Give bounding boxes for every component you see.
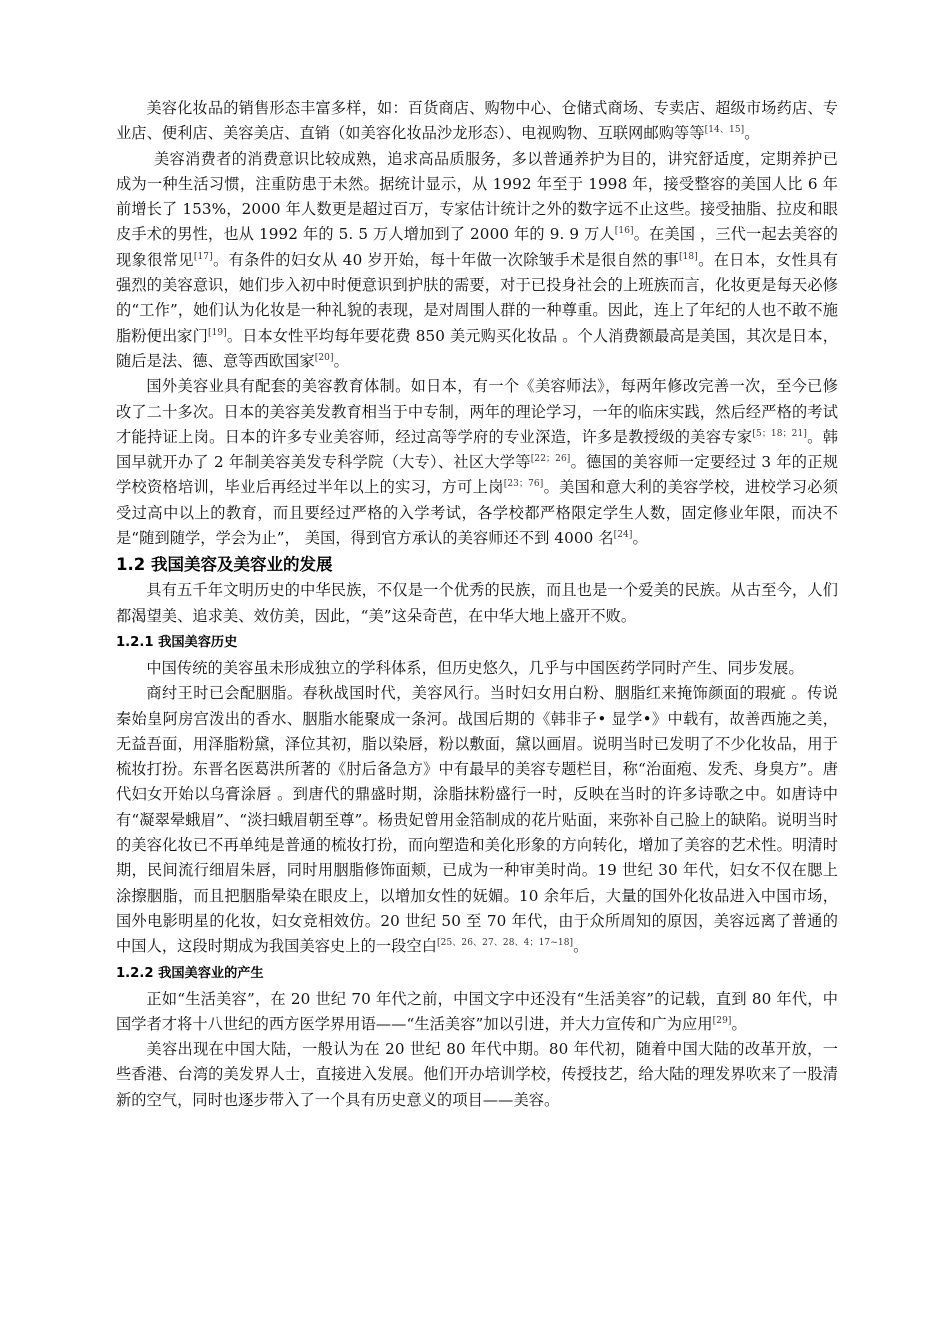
paragraph-history (116, 681, 838, 959)
citation: [29] (712, 1015, 732, 1026)
section-heading-1-2-2: 1.2.2 我国美容业的产生 (116, 965, 264, 981)
citation: [22；26] (530, 454, 571, 465)
paragraph-text: 。在日本，女性具有强烈的美容意识，她们步入初中时便意识到护肤的需要，对于已投身社会的上班族而言，化妆更是每天必修的“工作”，她们认为化妆是一种礼貌的表现，是对周围人群的一种尊重。因此，连上了年纪的人也不敢不施脂粉便出家门 (116, 250, 839, 345)
paragraph-text: 正如“生活美容”，在 20 世纪 70 年代之前，中国文字中还没有“生活美容”的记载，直到 80 年代，中国学者才将十八世纪的西方医学界用语——“生活美容”加以引进，并大力宣传和广为应用 (116, 989, 838, 1033)
page-content (116, 96, 838, 1113)
citation: [24] (613, 530, 633, 541)
paragraph-life-beauty (116, 987, 838, 1038)
paragraph-text: 。 (744, 124, 760, 143)
citation: [25、26、27、28、4；17~18] (437, 938, 574, 949)
paragraph-text: 美容化妆品的销售形态丰富多样，如：百货商店、购物中心、仓储式商场、专卖店、超级市场药店、专业店、便利店、美容美店、直销（如美容化妆品沙龙形态）、电视购物、互联网邮购等等 (116, 99, 838, 143)
citation: [18] (678, 251, 698, 262)
paragraph-consumer-awareness (116, 147, 838, 375)
paragraph-mainland-origin: 美容出现在中国大陆，一般认为在 20 世纪 80 年代中期。80 年代初，随着中国大陆的改革开放，一些香港、台湾的美发界人士，直接进入发展。他们开办培训学校，传授技艺，给大陆的理发界吹来了一股清新的空气，同时也逐步带入了一个具有历史意义的项目——美容。 (116, 1040, 838, 1109)
paragraph-text: 。 (632, 529, 648, 548)
paragraph-text: 。德国的美容师一定要经过 3 年的正规学校资格培训，毕业后再经过半年以上的实习，方可上岗 (116, 453, 839, 497)
paragraph-sales-forms (116, 96, 838, 147)
section-heading-1-2-1: 1.2.1 我国美容历史 (116, 634, 238, 650)
paragraph-text: 美容消费者的消费意识比较成熟，追求高品质服务，多以普通养护为目的，讲究舒适度，定期养护已成为一种生活习惯，注重防患于未然。据统计显示，从 1992 年至于 1998 年，接受整容的美国人比 6 年前增长了 153%，2000 年人数更是超过百万，专家估计统计之外的数字远不止这些。接受抽脂、拉皮和眼皮手术的男性，也从 1992 年的 5. 5 万人增加到了 2000 年的 9. 9 万人 (116, 149, 838, 244)
section-heading-1-2: 1.2 我国美容及美容业的发展 (116, 555, 333, 575)
paragraph-text: 国外美容业具有配套的美容教育体制。如日本，有一个《美容师法》，每两年修改完善一次，至今已修改了二十多次。日本的美容美发教育相当于中专制，两年的理论学习，一年的临床实践，然后经严格的考试才能持证上岗。日本的许多专业美容师，经过高等学府的专业深造，许多是教授级的美容专家 (116, 377, 838, 446)
citation: [14、15] (704, 125, 745, 136)
citation: [16] (614, 226, 634, 237)
paragraph-text: 。有条件的妇女从 40 岁开始，每十年做一次除皱手术是很自然的事 (212, 250, 679, 269)
citation: [17] (193, 251, 213, 262)
citation: [19] (207, 327, 227, 338)
paragraph-text: 商纣王时已会配胭脂。春秋战国时代，美容风行。当时妇女用白粉、胭脂红来掩饰颜面的瑕疵 。传说秦始皇阿房宫泼出的香水、胭脂水能聚成一条河。战国后期的《韩非子• 显学•》中载有，故善西施之美，无益吾面，用泽脂粉黛，泽位其初，脂以染唇，粉以敷面，黛以画眉。说明当时已发明了不少化妆品，用于梳妆打扮。东晋名医葛洪所著的《肘后备急方》中有最早的美容专题栏目，称“治面疱、发秃、身臭方”。唐代妇女开始以乌膏涂唇 。到唐代的鼎盛时期，涂脂抹粉盛行一时，反映在当时的许多诗歌之中。如唐诗中有“凝翠晕蛾眉”、“淡扫蛾眉朝至尊”。杨贵妃曾用金箔制成的花片贴面，来弥补自己脸上的缺陷。说明当时的美容化妆已不再单纯是普通的梳妆打扮，而向塑造和美化形象的方向转化，增加了美容的艺术性。明清时期，民间流行细眉朱唇，同时用胭脂修饰面颊，已成为一种审美时尚。19 世纪 30 年代，妇女不仅在腮上涂擦胭脂，而且把胭脂晕染在眼皮上，以增加女性的妩媚。10 余年后，大量的国外化妆品进入中国市场，国外电影明星的化妆，妇女竞相效仿。20 世纪 50 至 70 年代，由于众所周知的原因，美容远离了普通的中国人，这段时期成为我国美容史上的一段空白 (116, 684, 838, 956)
paragraph-tradition: 中国传统的美容虽未形成独立的学科体系，但历史悠久，几乎与中国医药学同时产生、同步发展。 (146, 658, 804, 677)
paragraph-text: 。 (333, 351, 349, 370)
paragraph-text: 。在美国 ，三代一起去美容的现象很常见 (116, 225, 838, 269)
paragraph-text: 。韩国早就开办了 2 年制美容美发专科学院（大专）、社区大学等 (116, 427, 838, 472)
paragraph-section-intro: 具有五千年文明历史的中华民族，不仅是一个优秀的民族，而且也是一个爱美的民族。从古至今，人们都渴望美、追求美、效仿美，因此，“美”这朵奇芭，在中华大地上盛开不败。 (116, 581, 838, 625)
paragraph-education-system (116, 374, 838, 551)
paragraph-text: 。 (731, 1014, 747, 1033)
citation: [23；76] (503, 479, 544, 490)
paragraph-text: 。日本女性平均每年要花费 850 美元购买化妆品 。个人消费额最高是美国，其次是日本，随后是法、德、意等西欧国家 (116, 326, 838, 370)
paragraph-text: 。 (573, 937, 589, 956)
paragraph-text: 。美国和意大利的美容学校，进校学习必须受过高中以上的教育，而且要经过严格的入学考试，各学校都严格限定学生人数，固定修业年限，而决不是“随到随学，学会为止”， 美国，得到官方承认的美容师还不到 4000 名 (116, 478, 838, 548)
citation: [5；18；21] (752, 428, 807, 439)
citation: [20] (314, 352, 334, 363)
